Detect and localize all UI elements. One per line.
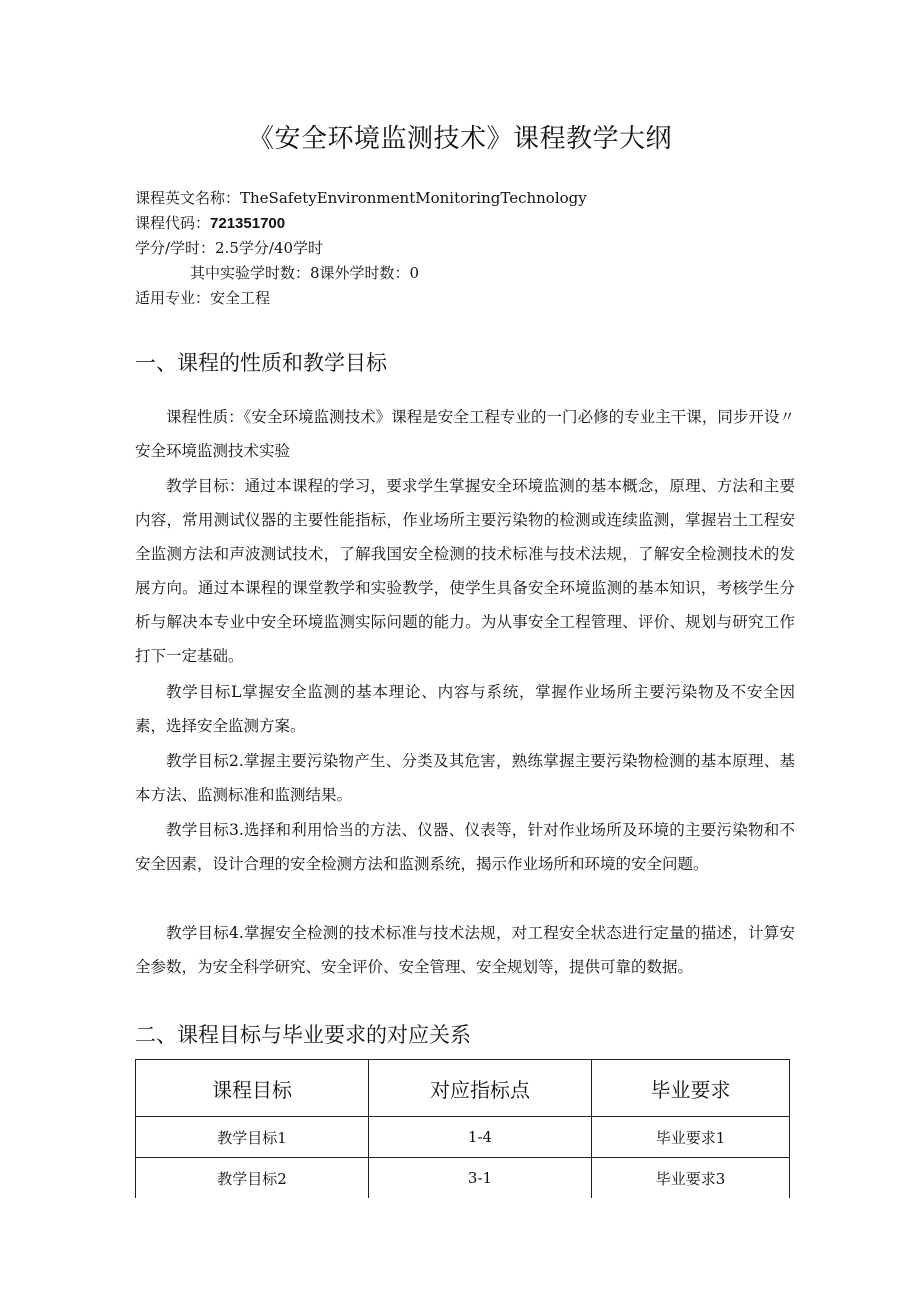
document-title: 《安全环境监测技术》课程教学大纲 xyxy=(247,124,672,154)
table-cell: 毕业要求1 xyxy=(592,1117,790,1158)
teaching-objective-paragraph: 教学目标：通过本课程的学习，要求学生掌握安全环境监测的基本概念，原理、方法和主要内容，常用测试仪器的主要性能指标，作业场所主要污染物的检测或连续监测，掌握岩土工程安全监测方法和声波测试技术，了解我国安全检测的技术标准与技术法规，了解安全检测技术的发展方向。通过本课程的课堂教学和实验教学，使学生具备安全环境监测的基本知识，考核学生分析与解决本专业中安全环境监测实际问题的能力。为从事安全工程管理、评价、规划与研究工作打下一定基础。 xyxy=(135,477,795,665)
course-code-value: 721351700 xyxy=(210,215,286,232)
course-english-name: 课程英文名称：TheSafetyEnvironmentMonitoringTechnology xyxy=(135,189,587,207)
column-header: 毕业要求 xyxy=(592,1060,790,1117)
course-code-label: 课程代码： xyxy=(135,214,211,232)
course-credits: 学分/学时：2.5学分/40学时 xyxy=(135,239,324,257)
table-header-row xyxy=(136,1060,790,1117)
course-lab-hours: 其中实验学时数：8课外学时数：0 xyxy=(190,264,420,282)
teaching-goal-2: 教学目标2.掌握主要污染物产生、分类及其危害，熟练掌握主要污染物检测的基本原理、基本方法、监测标准和监测结果。 xyxy=(135,752,795,804)
column-header: 对应指标点 xyxy=(369,1060,592,1117)
section-1-heading: 一、课程的性质和教学目标 xyxy=(135,351,387,375)
column-header: 课程目标 xyxy=(136,1060,369,1117)
teaching-goal-3: 教学目标3.选择和利用恰当的方法、仪器、仪表等，针对作业场所及环境的主要污染物和不安全因素，设计合理的安全检测方法和监测系统，揭示作业场所和环境的安全问题。 xyxy=(135,821,795,873)
goal-mapping-table xyxy=(135,1059,790,1198)
table-row xyxy=(136,1158,790,1199)
table-cell: 3-1 xyxy=(369,1158,592,1199)
course-nature-paragraph: 课程性质：《安全环境监测技术》课程是安全工程专业的一门必修的专业主干课，同步开设〃安全环境监测技术实验 xyxy=(135,408,795,460)
course-major: 适用专业：安全工程 xyxy=(135,289,271,307)
course-code xyxy=(135,210,285,237)
table-cell: 1-4 xyxy=(369,1117,592,1158)
teaching-goal-4: 教学目标4.掌握安全检测的技术标准与技术法规，对工程安全状态进行定量的描述，计算安全参数，为安全科学研究、安全评价、安全管理、安全规划等，提供可靠的数据。 xyxy=(135,924,795,976)
table-cell: 教学目标1 xyxy=(136,1117,369,1158)
section-2-heading: 二、课程目标与毕业要求的对应关系 xyxy=(135,1023,471,1047)
table-cell: 教学目标2 xyxy=(136,1158,369,1199)
teaching-goal-1: 教学目标L掌握安全监测的基本理论、内容与系统，掌握作业场所主要污染物及不安全因素，选择安全监测方案。 xyxy=(135,683,795,735)
table-row xyxy=(136,1117,790,1158)
table-cell: 毕业要求3 xyxy=(592,1158,790,1199)
